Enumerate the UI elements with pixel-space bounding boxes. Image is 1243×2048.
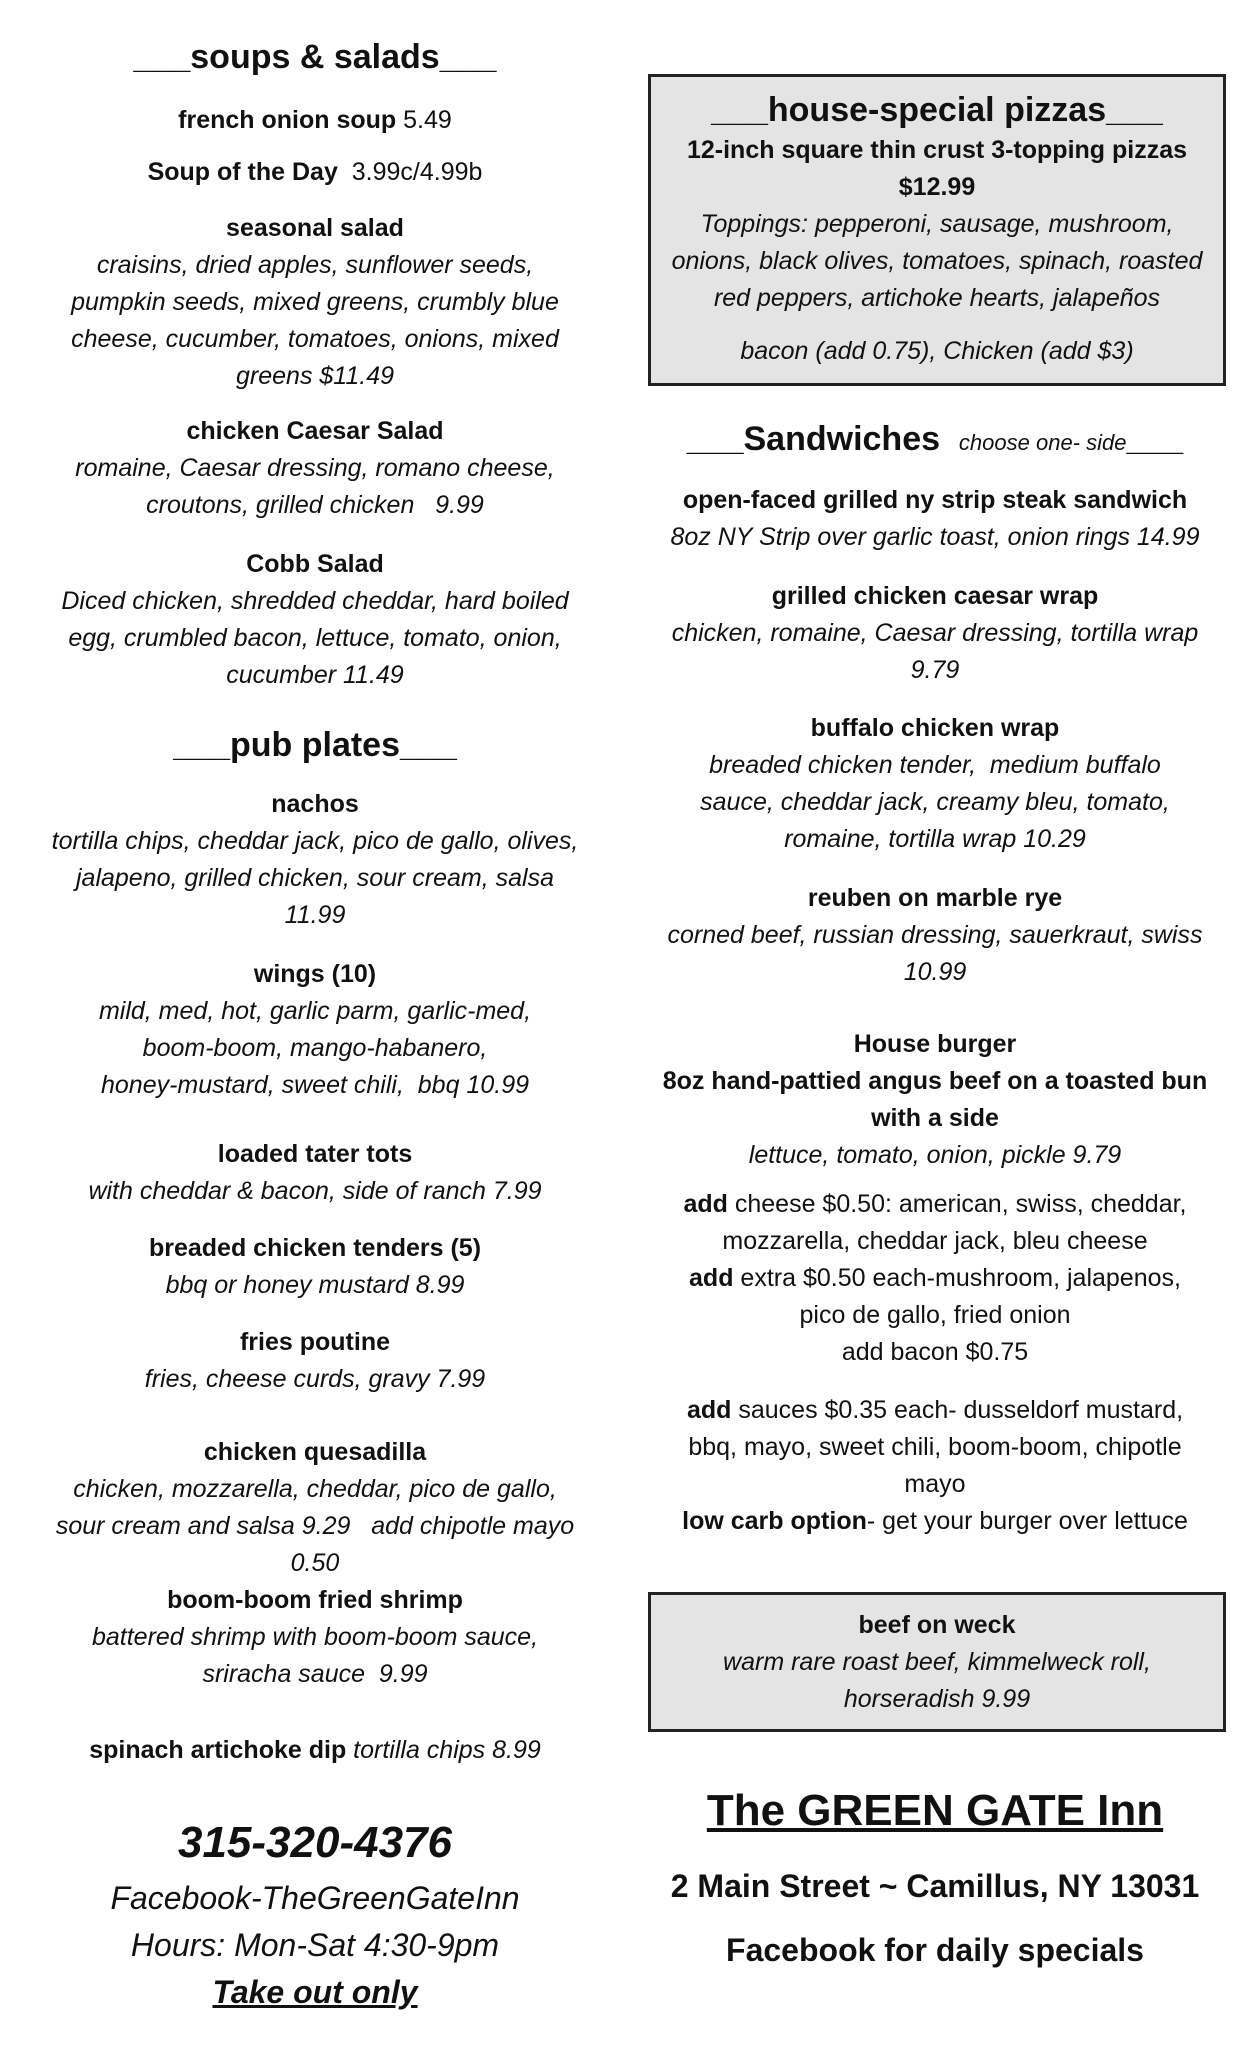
inn-address: 2 Main Street ~ Camillus, NY 13031	[670, 1868, 1200, 1904]
takeout-notice: Take out only	[212, 1974, 418, 2010]
item-desc: sour cream and salsa 9.29 add chipotle mayo	[55, 1512, 575, 1540]
item-desc: breaded chicken tender, medium buffalo	[709, 751, 1161, 779]
add-label: add	[686, 1396, 732, 1424]
item-desc: craisins, dried apples, sunflower seeds,	[96, 251, 534, 279]
item-name: seasonal salad	[226, 214, 404, 242]
pizzas-toppings: onions, black olives, tomatoes, spinach, roasted	[671, 247, 1203, 275]
item-name: grilled chicken caesar wrap	[771, 582, 1099, 610]
item-desc: horseradish 9.99	[843, 1685, 1031, 1713]
item-desc: tortilla chips, cheddar jack, pico de gallo, olives,	[51, 827, 579, 855]
item-desc: romaine, tortilla wrap 10.29	[784, 825, 1086, 853]
item-desc: greens $11.49	[236, 362, 394, 390]
item-name: open-faced grilled ny strip steak sandwich	[682, 486, 1188, 514]
item-name: loaded tater tots	[217, 1140, 413, 1168]
add-cheese-line: mozzarella, cheddar jack, bleu cheese	[722, 1227, 1148, 1255]
item-name: wings (10)	[253, 960, 377, 988]
item-desc: corned beef, russian dressing, sauerkraut, swiss	[667, 921, 1203, 949]
add-text: extra $0.50 each-mushroom, jalapenos,	[733, 1264, 1181, 1292]
inn-name: The GREEN GATE Inn	[706, 1786, 1164, 1835]
pizzas-subtitle: 12-inch square thin crust 3-topping pizzas	[686, 136, 1188, 164]
pizzas-heading: ___house-special pizzas___	[711, 91, 1163, 129]
add-text: cheese $0.50: american, swiss, cheddar,	[727, 1190, 1187, 1218]
burger-sub: 8oz hand-pattied angus beef on a toasted bun	[662, 1067, 1208, 1095]
facebook-handle: Facebook-TheGreenGateInn	[110, 1880, 520, 1916]
add-label: add	[689, 1264, 734, 1292]
item-name: fries poutine	[239, 1328, 390, 1356]
pub-plates-heading: ___pub plates___	[173, 726, 457, 764]
add-extra	[640, 1260, 1230, 1297]
item-desc: romaine, Caesar dressing, romano cheese,	[75, 454, 555, 482]
item-name: spinach artichoke dip	[89, 1736, 347, 1764]
low-carb-label: low carb option	[682, 1507, 867, 1535]
add-cheese	[640, 1186, 1230, 1223]
house-burger	[640, 1026, 1230, 1174]
item-name: french onion soup	[178, 106, 397, 134]
pizzas-box	[648, 74, 1226, 386]
item-desc: with cheddar & bacon, side of ranch 7.99	[88, 1177, 542, 1205]
item-desc: chicken, romaine, Caesar dressing, tortilla wrap	[671, 619, 1199, 647]
item-desc: fries, cheese curds, gravy 7.99	[144, 1365, 486, 1393]
item-desc: chicken, mozzarella, cheddar, pico de gallo,	[73, 1475, 557, 1503]
item-desc: 11.99	[284, 901, 346, 929]
item-desc: sriracha sauce 9.99	[202, 1660, 428, 1688]
add-sauces-line: bbq, mayo, sweet chili, boom-boom, chipotle	[688, 1433, 1182, 1461]
item-desc: cucumber 11.49	[226, 661, 404, 689]
low-carb-option	[640, 1503, 1230, 1540]
menu-item	[20, 210, 610, 395]
daily-specials-note: Facebook for daily specials	[726, 1932, 1144, 1968]
item-desc: jalapeno, grilled chicken, sour cream, salsa	[75, 864, 554, 892]
item-name: chicken quesadilla	[203, 1438, 427, 1466]
sandwiches-heading-note: choose one- side	[958, 430, 1127, 455]
item-name: boom-boom fried shrimp	[167, 1586, 463, 1614]
pizzas-price: $12.99	[898, 173, 976, 201]
sandwiches-heading-line: ___	[1126, 420, 1184, 458]
item-desc: 0.50	[290, 1549, 340, 1577]
item-desc: lettuce, tomato, onion, pickle 9.79	[748, 1141, 1122, 1169]
menu-item	[20, 1136, 610, 1210]
menu-item	[20, 956, 610, 1104]
menu-item	[20, 786, 610, 934]
item-name: breaded chicken tenders (5)	[148, 1234, 482, 1262]
item-desc: 10.99	[903, 958, 967, 986]
item-desc: cheese, cucumber, tomatoes, onions, mixed	[71, 325, 559, 353]
menu-item	[20, 1230, 610, 1304]
pizzas-toppings: red peppers, artichoke hearts, jalapeños	[713, 284, 1161, 312]
burger-sauces	[640, 1392, 1230, 1540]
add-text: sauces $0.35 each- dusseldorf mustard,	[731, 1396, 1184, 1424]
item-desc: 9.79	[910, 656, 960, 684]
item-desc: boom-boom, mango-habanero,	[142, 1034, 488, 1062]
phone-number: 315-320-4376	[177, 1818, 452, 1867]
item-desc: bbq or honey mustard 8.99	[165, 1271, 465, 1299]
menu-item	[20, 154, 610, 191]
add-sauces	[640, 1392, 1230, 1429]
item-name: reuben on marble rye	[807, 884, 1063, 912]
item-desc: egg, crumbled bacon, lettuce, tomato, onion,	[68, 624, 562, 652]
item-desc: honey-mustard, sweet chili, bbq 10.99	[100, 1071, 529, 1099]
menu-item	[20, 413, 610, 524]
burger-sub: with a side	[871, 1104, 999, 1132]
item-desc: 8oz NY Strip over garlic toast, onion rings 14.99	[670, 523, 1200, 551]
item-price: tortilla chips 8.99	[353, 1736, 541, 1764]
menu-item	[640, 880, 1230, 991]
menu-item	[20, 1324, 610, 1398]
burger-addons	[640, 1186, 1230, 1371]
soups-salads-heading: ___soups & salads___	[133, 38, 497, 76]
item-price: 3.99c/4.99b	[351, 158, 483, 186]
menu-item	[20, 1434, 610, 1582]
pizzas-extras: bacon (add 0.75), Chicken (add $3)	[740, 337, 1134, 365]
menu-item	[20, 1732, 610, 1769]
item-name: chicken Caesar Salad	[186, 417, 444, 445]
item-name: Cobb Salad	[246, 550, 384, 578]
item-name: Soup of the Day	[147, 158, 338, 186]
beef-on-weck-box	[648, 1592, 1226, 1732]
item-name: nachos	[271, 790, 359, 818]
sandwiches-heading	[640, 420, 1230, 459]
add-sauces-line: mayo	[904, 1470, 966, 1498]
add-extra-line: pico de gallo, fried onion	[799, 1301, 1071, 1329]
item-desc: mild, med, hot, garlic parm, garlic-med,	[98, 997, 532, 1025]
item-desc: warm rare roast beef, kimmelweck roll,	[723, 1648, 1151, 1676]
item-name: buffalo chicken wrap	[810, 714, 1060, 742]
menu-item	[640, 482, 1230, 556]
hours: Hours: Mon-Sat 4:30-9pm	[130, 1927, 500, 1963]
item-desc: pumpkin seeds, mixed greens, crumbly blue	[71, 288, 559, 316]
add-label: add	[683, 1190, 728, 1218]
item-name: House burger	[853, 1030, 1017, 1058]
item-desc: Diced chicken, shredded cheddar, hard boiled	[61, 587, 569, 615]
menu-item	[20, 102, 610, 139]
add-bacon: add bacon $0.75	[841, 1338, 1029, 1366]
menu-item	[640, 578, 1230, 689]
menu-item	[20, 1582, 610, 1693]
menu-item	[640, 710, 1230, 858]
item-desc: sauce, cheddar jack, creamy bleu, tomato,	[700, 788, 1170, 816]
pizzas-toppings: Toppings: pepperoni, sausage, mushroom,	[700, 210, 1174, 238]
item-desc: croutons, grilled chicken 9.99	[146, 491, 484, 519]
item-price: 5.49	[403, 106, 452, 134]
item-desc: battered shrimp with boom-boom sauce,	[91, 1623, 539, 1651]
sandwiches-heading-label: ___Sandwiches	[686, 420, 941, 458]
item-name: beef on weck	[858, 1611, 1016, 1639]
menu-item	[20, 546, 610, 694]
low-carb-text: - get your burger over lettuce	[866, 1507, 1188, 1535]
